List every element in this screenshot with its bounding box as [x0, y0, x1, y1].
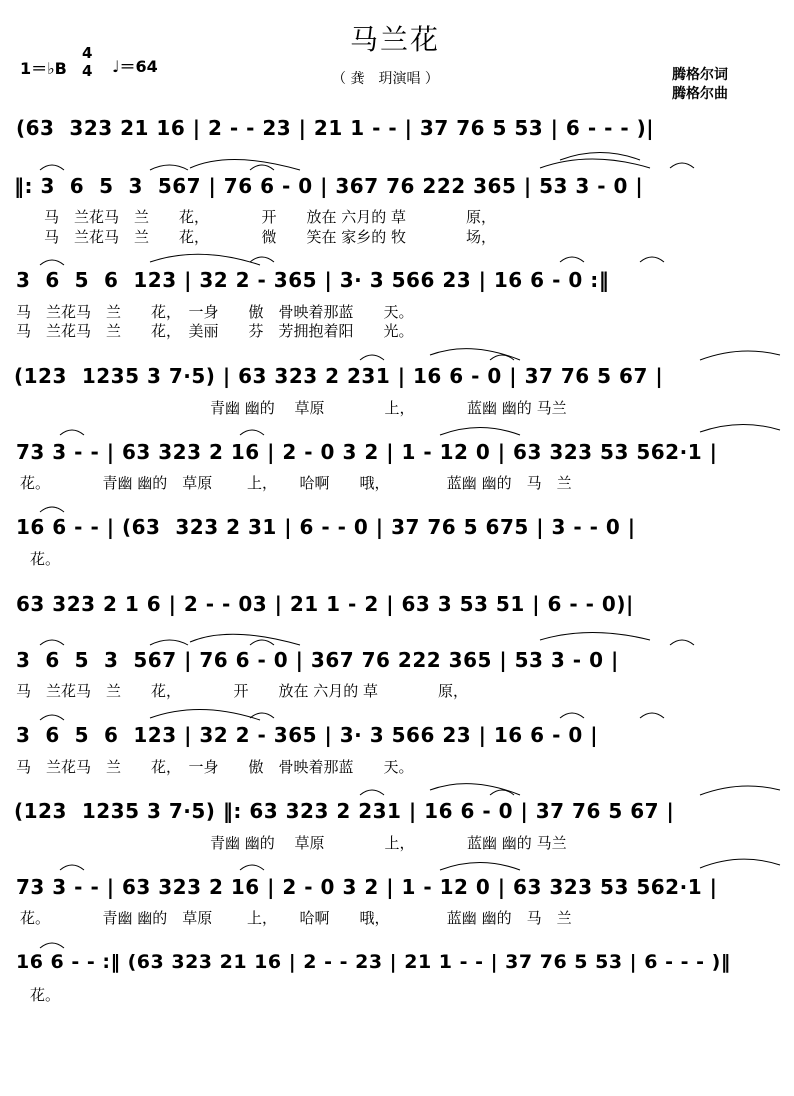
composer-credit: 腾格尔曲 — [672, 86, 728, 102]
score-row-12: 16 6 - - :‖ (63 323 21 16 | 2 - - 23 | 21 1 - - | 37 76 5 53 | 6 - - - )‖ — [16, 951, 731, 973]
score-row-3: 3 6 5 6 123 | 32 2 - 365 | 3· 3 566 23 | 16 6 - 0 :‖ — [16, 268, 610, 292]
time-signature-top: 4 — [82, 44, 93, 62]
score-row-10: (123 1235 3 7·5) ‖: 63 323 2 231 | 16 6 - 0 | 37 76 5 67 | — [14, 799, 675, 823]
lyricist-credit: 腾格尔词 — [672, 67, 728, 83]
lyric-line: 马 兰花马 兰 花， 开 放在 六月的 草 原， — [16, 682, 469, 700]
lyric-line: 花。 — [30, 986, 61, 1004]
time-signature-bottom: 4 — [82, 62, 93, 80]
lyric-line: 马 兰花马 兰 花， 一身 傲 骨映着那蓝 天。 — [16, 758, 414, 776]
score-row-2: ‖: 3 6 5 3 567 | 76 6 - 0 | 367 76 222 365 | 53 3 - 0 | — [14, 174, 644, 198]
score-row-4: (123 1235 3 7·5) | 63 323 2 231 | 16 6 - 0 | 37 76 5 67 | — [14, 364, 664, 388]
score-row-11: 73 3 - - | 63 323 2 16 | 2 - 0 3 2 | 1 - 12 0 | 63 323 53 562·1 | — [16, 875, 718, 899]
lyric-line: 马 兰花马 兰 花， 一身 傲 骨映着那蓝 天。 — [16, 303, 414, 321]
lyric-line: 花。 青幽 幽的 草原 上， 哈啊 哦， 蓝幽 幽的 马 兰 — [20, 474, 572, 492]
lyric-line: 花。 — [30, 550, 61, 568]
tempo-marking: ♩＝64 — [112, 57, 158, 76]
lyric-line: 马 兰花马 兰 花， 美丽 芬 芳拥抱着阳 光。 — [16, 322, 414, 340]
score-row-7: 63 323 2 1 6 | 2 - - 03 | 21 1 - 2 | 63 3 53 51 | 6 - - 0)| — [16, 592, 634, 616]
lyric-line: 花。 青幽 幽的 草原 上， 哈啊 哦， 蓝幽 幽的 马 兰 — [20, 909, 572, 927]
score-row-8: 3 6 5 3 567 | 76 6 - 0 | 367 76 222 365 | 53 3 - 0 | — [16, 648, 619, 672]
lyric-line: 青幽 幽的 草原 上， 蓝幽 幽的 马兰 — [30, 399, 567, 417]
key-signature: 1＝♭B — [20, 59, 67, 78]
lyric-line: 马 兰花马 兰 花， 微 笑在 家乡的 牧 场， — [44, 228, 497, 246]
score-row-6: 16 6 - - | (63 323 2 31 | 6 - - 0 | 37 76 5 675 | 3 - - 0 | — [16, 515, 636, 539]
singer-credit: （ 龚 玥演唱 ） — [332, 71, 439, 87]
page-title: 马兰花 — [350, 23, 441, 56]
score-row-1: (63 323 21 16 | 2 - - 23 | 21 1 - - | 37 76 5 53 | 6 - - - )| — [16, 116, 655, 140]
lyric-line: 马 兰花马 兰 花， 开 放在 六月的 草 原， — [44, 208, 497, 226]
score-row-9: 3 6 5 6 123 | 32 2 - 365 | 3· 3 566 23 | 16 6 - 0 | — [16, 723, 599, 747]
score-row-5: 73 3 - - | 63 323 2 16 | 2 - 0 3 2 | 1 - 12 0 | 63 323 53 562·1 | — [16, 440, 718, 464]
lyric-line: 青幽 幽的 草原 上， 蓝幽 幽的 马兰 — [30, 834, 567, 852]
